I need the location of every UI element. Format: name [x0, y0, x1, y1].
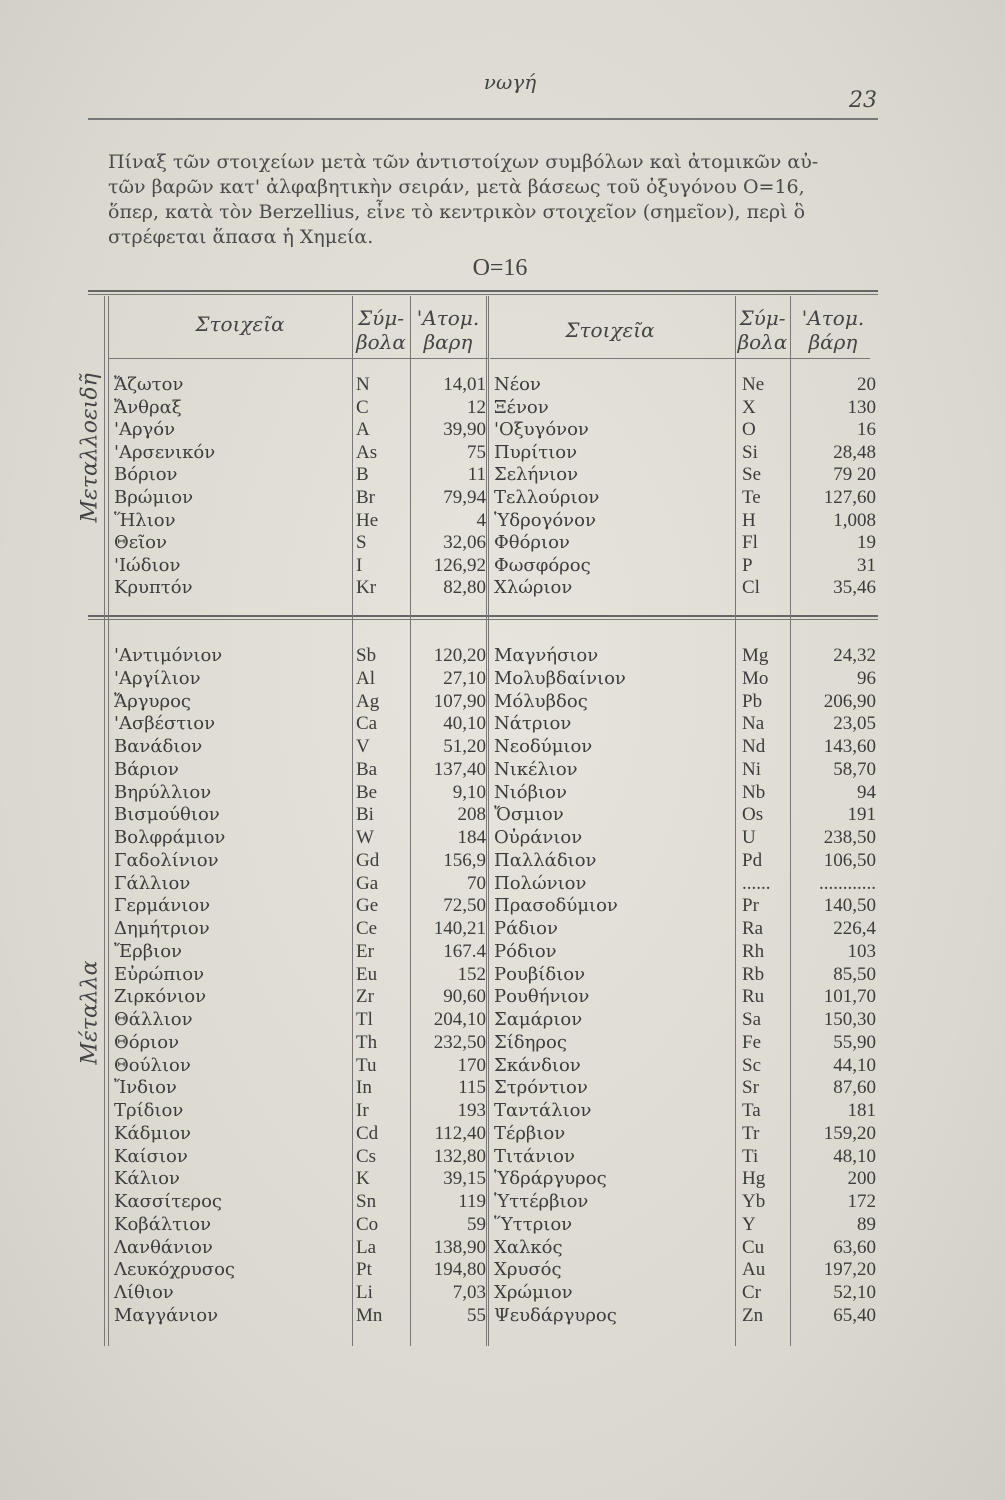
atomic-weight-left: 70 [467, 872, 486, 894]
running-title: νωγή [483, 70, 537, 94]
atomic-weight-right: 20 [857, 374, 876, 395]
col-line [108, 296, 109, 1346]
atomic-weight-left: 79,94 [443, 487, 486, 508]
atomic-weight-right: 150,30 [823, 1009, 876, 1030]
col-line [104, 296, 105, 1346]
element-symbol-left: Gd [356, 849, 380, 871]
atomic-weight-left: 112,40 [434, 1122, 486, 1144]
atomic-weight-left: 11 [467, 464, 486, 486]
intro-line: Πίναξ τῶν στοιχείων μετὰ τῶν ἀντιστοίχων συμβόλων καὶ ἀτομικῶν αὐ- [108, 151, 819, 173]
element-name-left: Βηρύλλιον [114, 781, 212, 803]
atomic-weight-right: 23,05 [833, 713, 876, 735]
atomic-weight-right: 28,48 [833, 441, 876, 463]
element-symbol-left: Cd [356, 1122, 379, 1144]
element-name-right: Ρουθήνιον [494, 986, 590, 1008]
group-divider-rule-inner [88, 619, 878, 620]
element-symbol-right: H [742, 509, 756, 531]
element-name-right: Ὑδρογόνον [494, 509, 596, 531]
element-symbol-right: Rh [742, 940, 765, 962]
element-name-right: Σκάνδιον [494, 1054, 581, 1076]
element-name-right: Πολώνιον [494, 872, 587, 894]
element-name-right: Σαμάριον [494, 1009, 583, 1030]
atomic-weight-right: 85,50 [833, 963, 876, 985]
atomic-weight-left: 59 [467, 1213, 486, 1235]
element-name-right: Ξένον [494, 396, 549, 418]
element-symbol-left: Ge [356, 895, 379, 917]
element-symbol-right: Mg [742, 645, 769, 666]
element-name-right: Φωσφόρος [494, 554, 591, 576]
element-symbol-left: Kr [356, 577, 377, 599]
header-line: 'Ατομ. [416, 306, 480, 330]
atomic-weight-left: 194,80 [433, 1259, 486, 1281]
element-symbol-right: Fl [742, 532, 758, 554]
element-symbol-right: Ru [742, 986, 765, 1008]
intro-line: τῶν βαρῶν κατ' ἀλφαβητικὴν σειράν, μετὰ βάσεως τοῦ ὀξυγόνου O=16, [108, 176, 805, 198]
atomic-weight-left: 140,21 [433, 918, 486, 939]
header-underline-right [490, 358, 870, 359]
atomic-weight-right: 58,70 [833, 758, 876, 780]
header-weights-left [410, 306, 486, 354]
element-symbol-left: Ag [356, 690, 380, 712]
element-symbol-left: Ce [356, 918, 378, 939]
header-line: βάρη [808, 330, 858, 354]
atomic-weight-right: 48,10 [833, 1145, 876, 1167]
element-symbol-left: N [356, 374, 370, 395]
atomic-weight-left: 72,50 [443, 895, 486, 917]
header-line: βολα [737, 330, 788, 354]
element-name-left: Βολφράμιον [114, 827, 226, 848]
element-name-right: Παλλάδιον [494, 849, 597, 871]
element-name-right: Πρασοδύμιον [494, 895, 618, 917]
atomic-weight-right: 55,90 [833, 1031, 876, 1053]
intro-line: στρέφεται ἅπασα ἡ Χημεία. [108, 226, 374, 248]
element-symbol-right: X [742, 396, 756, 418]
element-symbol-left: C [356, 396, 369, 418]
col-line-double [486, 296, 489, 1346]
header-line: 'Ατομ. [801, 306, 865, 330]
atomic-weight-left: 9,10 [452, 781, 486, 803]
element-name-left: Θεῖον [114, 532, 167, 554]
element-name-left: Ἄργυρος [114, 690, 191, 712]
header-weights-right [790, 306, 876, 354]
element-name-left: Βόριον [114, 464, 178, 486]
atomic-weight-right: 130 [847, 396, 876, 418]
element-symbol-right: Ti [742, 1145, 759, 1167]
header-line: Σύμ- [739, 306, 786, 330]
element-symbol-left: Al [356, 667, 375, 689]
atomic-weight-left: 138,90 [433, 1236, 486, 1258]
element-name-right: Ρόδιον [494, 940, 557, 962]
atomic-weight-right: 140,50 [823, 895, 876, 917]
element-symbol-right: Sa [742, 1009, 761, 1030]
element-symbol-right: Ra [742, 918, 764, 939]
element-name-left: Βρώμιον [114, 487, 194, 508]
element-name-right: Μόλυβδος [494, 690, 588, 712]
group-label-metals: Μέταλλα [77, 960, 103, 1065]
element-symbol-left: Sb [356, 645, 377, 666]
element-name-left: Εὐρώπιον [114, 963, 205, 985]
element-name-right: Τέρβιον [494, 1122, 566, 1144]
element-symbol-left: S [356, 532, 367, 554]
element-name-right: Χρώμιον [494, 1282, 573, 1303]
element-name-left: 'Αρσενικόν [114, 441, 216, 463]
element-name-right: 'Οξυγόνον [494, 419, 589, 441]
atomic-weight-left: 75 [467, 441, 486, 463]
element-symbol-left: B [356, 464, 369, 486]
col-line [735, 296, 736, 1346]
element-name-right: Στρόντιον [494, 1077, 588, 1099]
atomic-weight-right: 127,60 [823, 487, 876, 508]
element-name-right: Χαλκός [494, 1236, 563, 1258]
element-symbol-left: Ca [356, 713, 378, 735]
element-symbol-left: Bi [356, 804, 374, 826]
element-name-right: Ρουβίδιον [494, 963, 586, 985]
atomic-weight-left: 14,01 [443, 374, 486, 395]
element-symbol-right: Pr [742, 895, 759, 917]
atomic-weight-right: 89 [857, 1213, 876, 1235]
element-symbol-right: Pd [742, 849, 763, 871]
element-name-left: Γάλλιον [114, 872, 191, 894]
atomic-weight-right: 52,10 [833, 1282, 876, 1303]
element-name-left: 'Ασβέστιον [114, 713, 216, 735]
page-number: 23 [849, 88, 877, 113]
element-symbol-left: Sn [356, 1191, 377, 1212]
element-name-left: Μαγγάνιον [114, 1304, 219, 1326]
element-name-right: Τελλούριον [494, 487, 600, 508]
atomic-weight-right: 103 [847, 940, 876, 962]
element-name-right: Σελήνιον [494, 464, 579, 486]
element-name-right: Ὑττέρβιον [494, 1191, 589, 1212]
element-name-right: Νέον [494, 374, 541, 395]
element-name-left: Λευκόχρυσος [114, 1259, 235, 1281]
element-symbol-right: Au [742, 1259, 766, 1281]
element-name-left: Λίθιον [114, 1282, 174, 1303]
element-symbol-right: Ta [742, 1100, 761, 1121]
element-name-left: Ἄζωτον [114, 374, 184, 395]
element-name-left: Βάριον [114, 758, 179, 780]
atomic-weight-right: 87,60 [833, 1077, 876, 1099]
atomic-weight-left: 208 [457, 804, 486, 826]
element-symbol-left: Ga [356, 872, 379, 894]
header-line: βολα [356, 330, 406, 354]
element-name-right: Χλώριον [494, 577, 573, 599]
element-symbol-right: Na [742, 713, 765, 735]
element-symbol-right: Pb [742, 690, 763, 712]
col-line [352, 296, 353, 1346]
element-symbol-right: Os [742, 804, 764, 826]
atomic-weight-right: 106,50 [823, 849, 876, 871]
element-name-right: Νιόβιον [494, 781, 567, 803]
atomic-weight-left: 7,03 [452, 1282, 486, 1303]
atomic-weight-left: 51,20 [443, 736, 486, 757]
atomic-weight-right: 31 [857, 554, 876, 576]
atomic-weight-right: ............ [819, 872, 876, 894]
atomic-weight-right: 65,40 [833, 1304, 876, 1326]
element-symbol-left: A [356, 419, 370, 441]
element-symbol-right: Te [742, 487, 761, 508]
element-name-right: Σίδηρος [494, 1031, 567, 1053]
element-name-left: Ἴνδιον [114, 1077, 177, 1099]
element-symbol-right: Ni [742, 758, 761, 780]
element-symbol-left: Tu [356, 1054, 377, 1076]
element-symbol-left: La [356, 1236, 377, 1258]
element-name-left: Θάλλιον [114, 1009, 193, 1030]
atomic-weight-right: 226,4 [833, 918, 876, 939]
atomic-weight-left: 120,20 [433, 645, 486, 666]
atomic-weight-left: 232,50 [433, 1031, 486, 1053]
element-symbol-left: As [356, 441, 378, 463]
element-name-right: Μαγνήσιον [494, 645, 599, 666]
atomic-weight-left: 193 [457, 1100, 486, 1121]
element-symbol-right: Tr [742, 1122, 760, 1144]
atomic-weight-left: 137,40 [433, 758, 486, 780]
element-symbol-left: Li [356, 1282, 373, 1303]
element-symbol-right: Ne [742, 374, 765, 395]
element-name-right: Νεοδύμιον [494, 736, 593, 757]
atomic-weight-left: 132,80 [433, 1145, 486, 1167]
element-symbol-right: ...... [742, 872, 771, 894]
atomic-weight-left: 115 [458, 1077, 486, 1099]
atomic-weight-left: 39,15 [443, 1168, 486, 1190]
element-name-left: Ἥλιον [114, 509, 176, 531]
header-underline-left [108, 358, 488, 359]
atomic-weight-right: 172 [847, 1191, 876, 1212]
atomic-weight-right: 159,20 [823, 1122, 876, 1144]
atomic-weight-right: 35,46 [833, 577, 876, 599]
atomic-weight-right: 63,60 [833, 1236, 876, 1258]
element-symbol-left: V [356, 736, 370, 757]
atomic-weight-left: 4 [476, 509, 486, 531]
atomic-weight-left: 184 [457, 827, 486, 848]
element-symbol-right: Nd [742, 736, 766, 757]
element-symbol-right: Cu [742, 1236, 765, 1258]
element-symbol-left: Th [356, 1031, 378, 1053]
element-symbol-right: Cl [742, 577, 760, 599]
atomic-weight-left: 55 [467, 1304, 486, 1326]
element-symbol-left: W [356, 827, 374, 848]
atomic-weight-right: 143,60 [823, 736, 876, 757]
element-symbol-right: Sr [742, 1077, 759, 1099]
element-name-left: 'Αντιμόνιον [114, 645, 223, 666]
element-symbol-left: Ir [356, 1100, 369, 1121]
element-name-left: Ζιρκόνιον [114, 986, 207, 1008]
atomic-weight-right: 200 [847, 1168, 876, 1190]
element-name-left: Κρυπτόν [114, 577, 193, 599]
element-name-right: Οὐράνιον [494, 827, 583, 848]
element-symbol-left: In [356, 1077, 372, 1099]
element-name-right: Νάτριον [494, 713, 572, 735]
element-name-left: Τρίδιον [114, 1100, 184, 1121]
element-symbol-left: Zr [356, 986, 374, 1008]
atomic-weight-right: 19 [857, 532, 876, 554]
element-name-right: Ὑδράργυρος [494, 1168, 607, 1190]
element-symbol-right: P [742, 554, 753, 576]
element-name-right: Ταντάλιον [494, 1100, 592, 1121]
element-name-left: 'Αργίλιον [114, 667, 201, 689]
element-symbol-left: K [356, 1168, 370, 1190]
element-symbol-left: Be [356, 781, 378, 803]
element-name-left: Δημήτριον [114, 918, 210, 939]
element-symbol-left: Co [356, 1213, 379, 1235]
element-symbol-right: Sc [742, 1054, 761, 1076]
element-symbol-left: Er [356, 940, 374, 962]
atomic-weight-left: 107,90 [433, 690, 486, 712]
element-symbol-left: Cs [356, 1145, 377, 1167]
element-name-left: Γαδολίνιον [114, 849, 219, 871]
atomic-weight-left: 152 [457, 963, 486, 985]
intro-line: ὅπερ, κατὰ τὸν Berzellius, εἶνε τὸ κεντρικὸν στοιχεῖον (σημεῖον), περὶ ὃ [108, 201, 806, 223]
element-name-left: Λανθάνιον [114, 1236, 213, 1258]
element-symbol-right: Yb [742, 1191, 766, 1212]
element-symbol-right: Rb [742, 963, 765, 985]
element-name-left: Ἔρβιον [114, 940, 182, 962]
atomic-weight-left: 119 [458, 1191, 486, 1212]
element-name-right: Μολυβδαίνιον [494, 667, 626, 689]
element-name-left: Βισμούθιον [114, 804, 220, 826]
atomic-weight-right: 197,20 [823, 1259, 876, 1281]
element-symbol-left: Mn [356, 1304, 383, 1326]
atomic-weight-left: 12 [467, 396, 486, 418]
element-name-left: Γερμάνιον [114, 895, 211, 917]
element-name-right: Ὄσμιον [494, 804, 564, 826]
element-symbol-left: Ba [356, 758, 378, 780]
col-line [410, 296, 411, 1346]
atomic-weight-right: 238,50 [823, 827, 876, 848]
atomic-weight-left: 39,90 [443, 419, 486, 441]
element-name-left: Κασσίτερος [114, 1191, 223, 1212]
element-symbol-left: He [356, 509, 379, 531]
atomic-weight-right: 191 [847, 804, 876, 826]
header-elements-right: Στοιχεῖα [565, 318, 655, 342]
header-elements-left: Στοιχεῖα [195, 312, 285, 336]
element-name-right: Χρυσός [494, 1259, 562, 1281]
element-name-right: Τιτάνιον [494, 1145, 575, 1167]
atomic-weight-left: 170 [457, 1054, 486, 1076]
atomic-weight-right: 206,90 [823, 690, 876, 712]
header-line: Σύμ- [357, 306, 405, 330]
col-line [790, 296, 791, 1346]
atomic-weight-right: 96 [857, 667, 876, 689]
atomic-weight-left: 156,9 [443, 849, 486, 871]
element-symbol-right: Se [742, 464, 761, 486]
element-name-right: Ψευδάργυρος [494, 1304, 617, 1326]
atomic-weight-left: 40,10 [443, 713, 486, 735]
table-top-rule [88, 290, 878, 292]
atomic-weight-left: 32,06 [443, 532, 486, 554]
element-symbol-right: Cr [742, 1282, 761, 1303]
element-symbol-right: Fe [742, 1031, 761, 1053]
element-name-left: 'Ιώδιον [114, 554, 181, 576]
element-name-right: Νικέλιον [494, 758, 578, 780]
element-name-left: Βανάδιον [114, 736, 203, 757]
element-name-left: 'Αργόν [114, 419, 176, 441]
table-top-rule-inner [88, 294, 878, 295]
atomic-weight-right: 44,10 [833, 1054, 876, 1076]
element-symbol-right: Zn [742, 1304, 764, 1326]
element-name-left: Ἄνθραξ [114, 396, 182, 418]
element-name-left: Κοβάλτιον [114, 1213, 212, 1235]
atomic-weight-right: 24,32 [833, 645, 876, 666]
element-name-left: Καίσιον [114, 1145, 188, 1167]
element-name-left: Θόριον [114, 1031, 180, 1053]
atomic-weight-right: 1,008 [833, 509, 876, 531]
atomic-weight-right: 79 20 [833, 464, 876, 486]
element-name-right: Ὕττριον [494, 1213, 573, 1235]
base-formula: O=16 [472, 255, 528, 281]
element-symbol-left: Tl [356, 1009, 373, 1030]
atomic-weight-left: 204,10 [433, 1009, 486, 1030]
element-symbol-left: Eu [356, 963, 378, 985]
atomic-weight-right: 16 [857, 419, 876, 441]
atomic-weight-left: 167.4 [443, 940, 486, 962]
atomic-weight-right: 101,70 [823, 986, 876, 1008]
header-symbols-left [352, 306, 410, 354]
element-symbol-right: Hg [742, 1168, 766, 1190]
atomic-weight-right: 94 [857, 781, 876, 803]
element-symbol-left: Br [356, 487, 375, 508]
atomic-weight-left: 126,92 [433, 554, 486, 576]
element-name-left: Κάλιον [114, 1168, 180, 1190]
group-label-metalloids: Μεταλλοειδῆ [77, 373, 103, 523]
atomic-weight-left: 27,10 [443, 667, 486, 689]
element-name-right: Φθόριον [494, 532, 570, 554]
element-name-left: Θούλιον [114, 1054, 191, 1076]
element-symbol-right: Nb [742, 781, 766, 803]
header-line: βαρη [423, 330, 473, 354]
element-symbol-right: O [742, 419, 756, 441]
element-symbol-right: Mo [742, 667, 769, 689]
element-name-left: Κάδμιον [114, 1122, 191, 1144]
header-symbols-right [735, 306, 790, 354]
element-name-right: Ράδιον [494, 918, 558, 939]
element-symbol-right: Y [742, 1213, 756, 1235]
element-symbol-right: Si [742, 441, 758, 463]
element-symbol-right: U [742, 827, 756, 848]
atomic-weight-left: 90,60 [443, 986, 486, 1008]
atomic-weight-left: 82,80 [443, 577, 486, 599]
element-symbol-left: I [356, 554, 363, 576]
element-symbol-left: Pt [356, 1259, 372, 1281]
atomic-weight-right: 181 [847, 1100, 876, 1121]
group-divider-rule [88, 615, 878, 617]
element-name-right: Πυρίτιον [494, 441, 578, 463]
